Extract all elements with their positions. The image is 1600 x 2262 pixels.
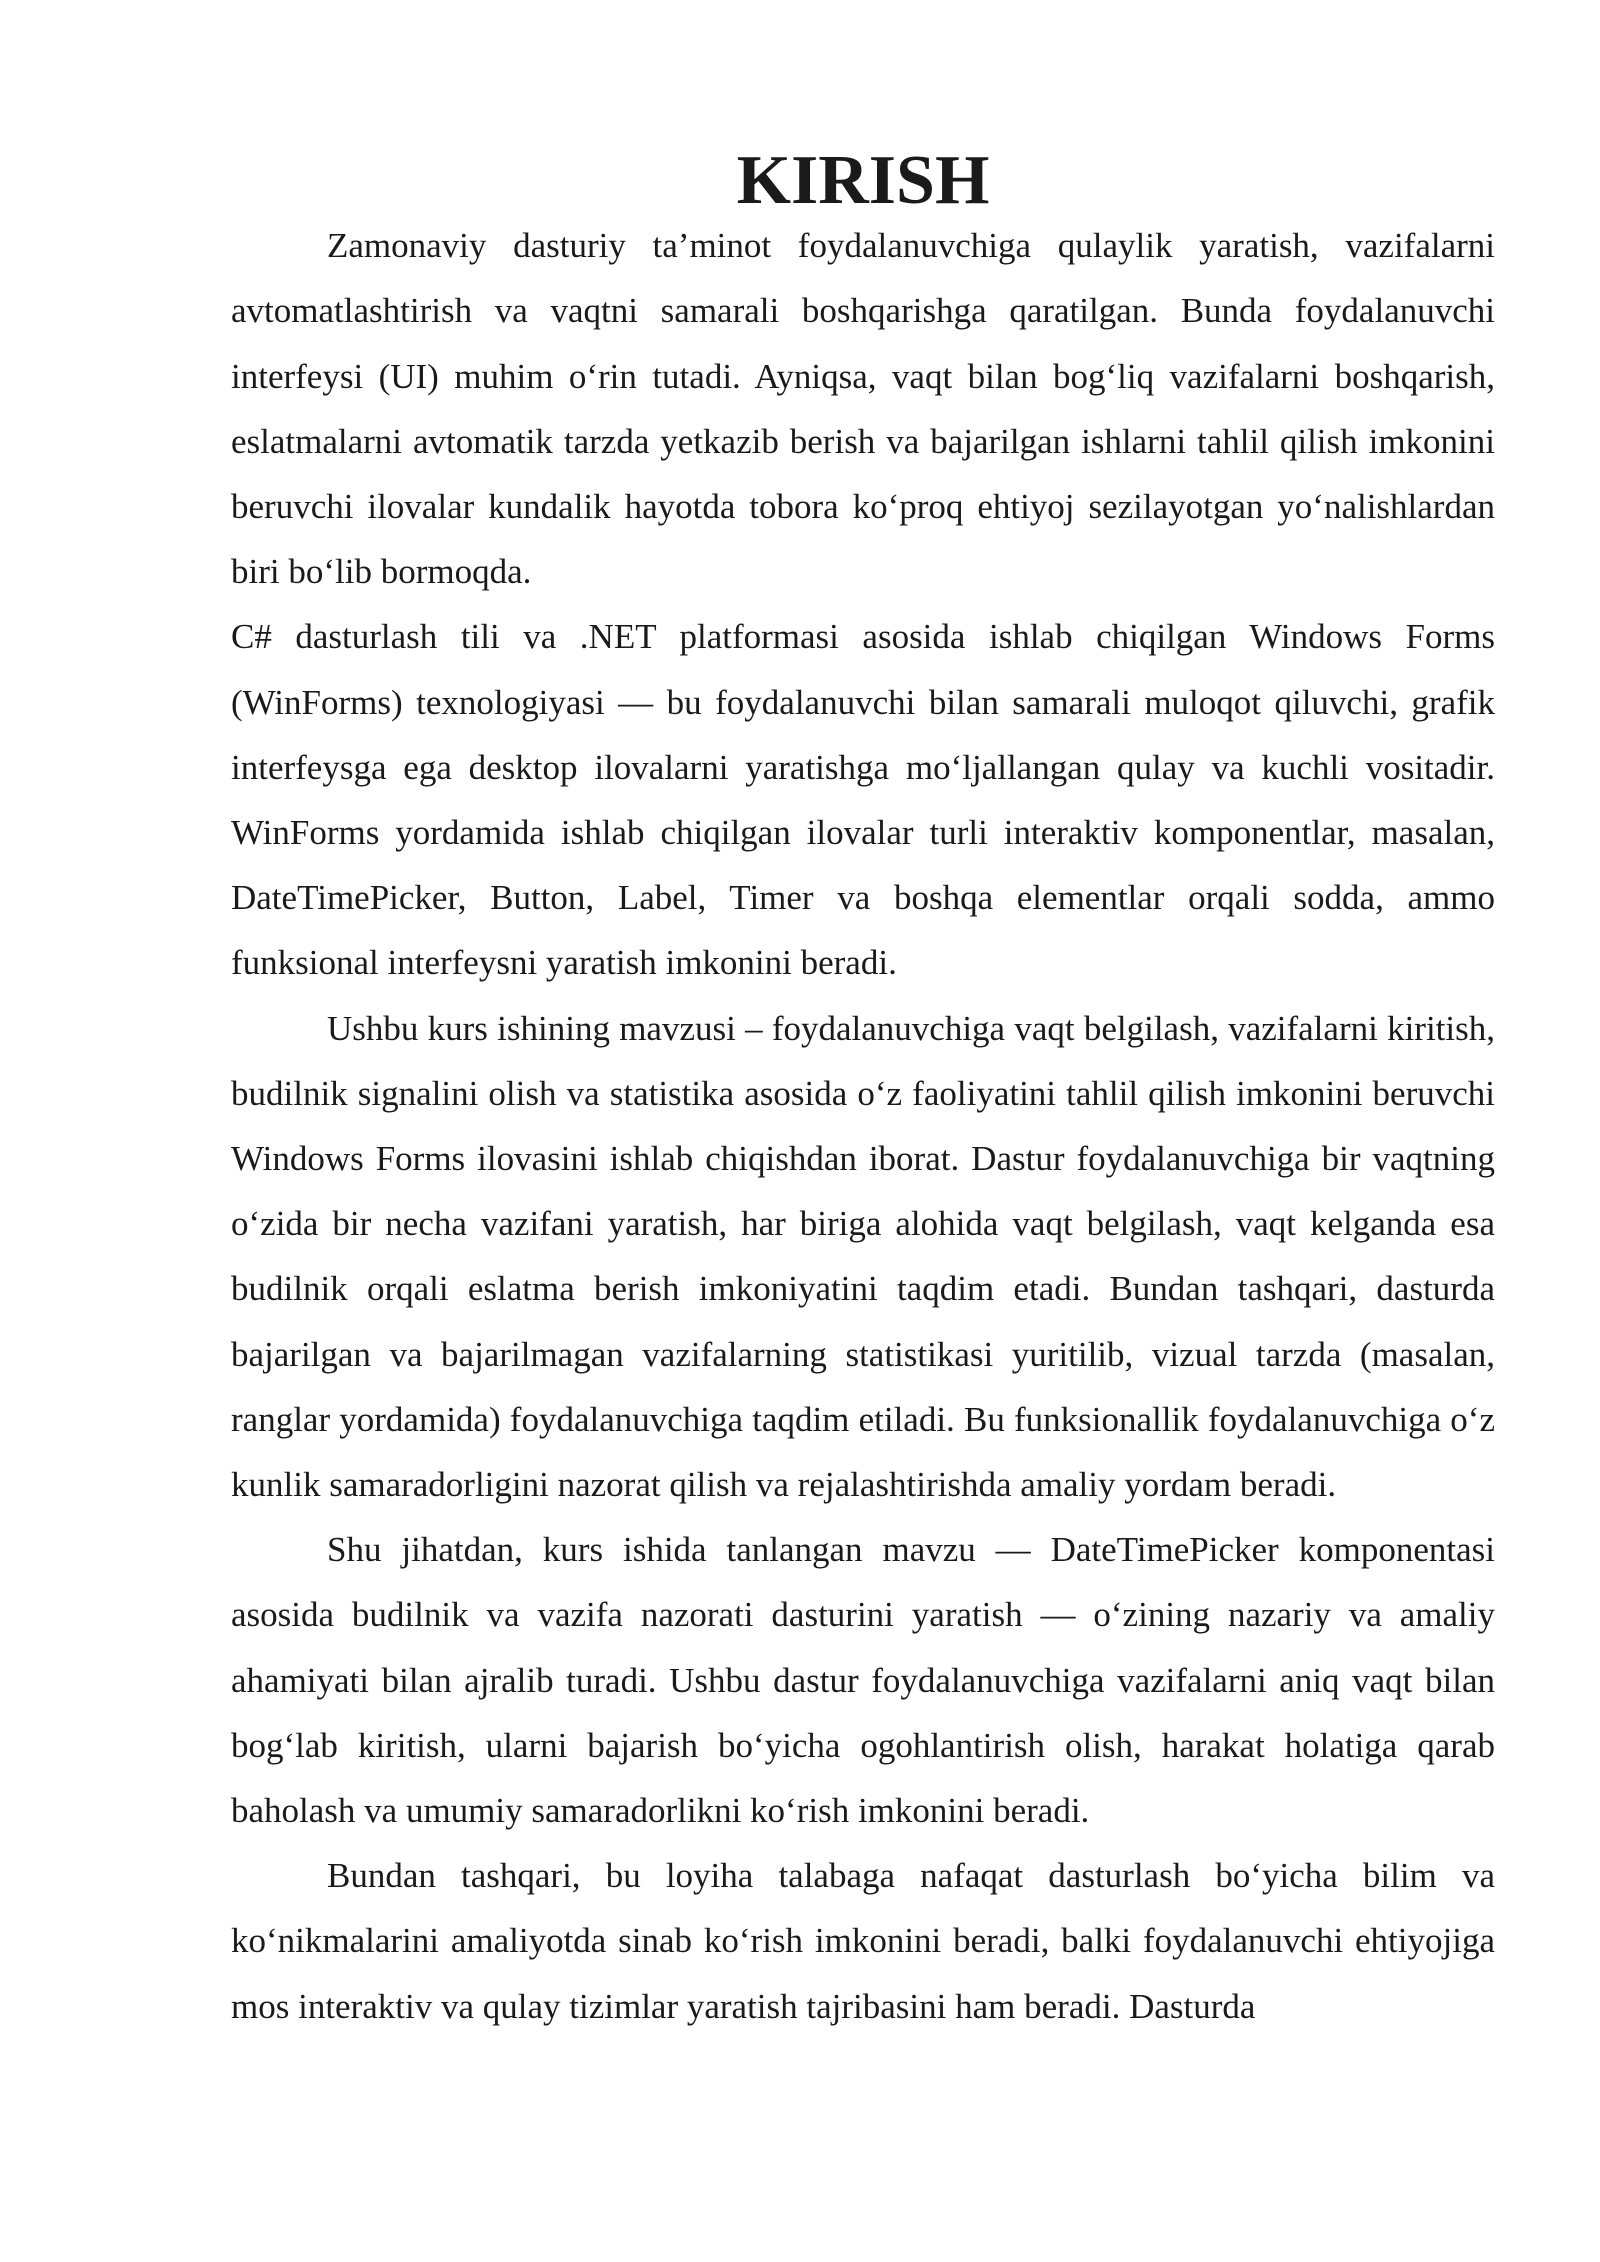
document-body bbox=[231, 142, 1495, 2039]
paragraph-5: Bundan tashqari, bu loyiha talabaga nafaqat dasturlash bo‘yicha bilim va ko‘nikmalarini amaliyotda sinab ko‘rish imkonini beradi, balki foydalanuvchi ehtiyojiga mos interaktiv va qulay tizimlar yaratish tajribasini ham beradi. Dasturda bbox=[231, 1856, 1495, 2026]
paragraph-2: C# dasturlash tili va .NET platformasi asosida ishlab chiqilgan Windows Forms (WinForms) texnologiyasi — bu foydalanuvchi bilan samarali muloqot qiluvchi, grafik interfeysga ega desktop ilovalarni yaratishga mo‘ljallangan qulay va kuchli vositadir. WinForms yordamida ishlab chiqilgan ilovalar turli interaktiv komponentlar, masalan, DateTimePicker, Button, Label, Timer va boshqa elementlar orqali sodda, ammo funksional interfeysni yaratish imkonini beradi. bbox=[231, 617, 1495, 983]
paragraph-1: Zamonaviy dasturiy ta’minot foydalanuvchiga qulaylik yaratish, vazifalarni avtomatlashtirish va vaqtni samarali boshqarishga qaratilgan. Bunda foydalanuvchi interfeysi (UI) muhim o‘rin tutadi. Ayniqsa, vaqt bilan bog‘liq vazifalarni boshqarish, eslatmalarni avtomatik tarzda yetkazib berish va bajarilgan ishlarni tahlil qilish imkonini beruvchi ilovalar kundalik hayotda tobora ko‘proq ehtiyoj sezilayotgan yo‘nalishlardan biri bo‘lib bormoqda. bbox=[231, 226, 1495, 592]
paragraph-4: Shu jihatdan, kurs ishida tanlangan mavzu — DateTimePicker komponentasi asosida budilnik va vazifa nazorati dasturini yaratish — o‘zining nazariy va amaliy ahamiyati bilan ajralib turadi. Ushbu dastur foydalanuvchiga vazifalarni aniq vaqt bilan bog‘lab kiritish, ularni bajarish bo‘yicha ogohlantirish olish, harakat holatiga qarab baholash va umumiy samaradorlikni ko‘rish imkonini beradi. bbox=[231, 1530, 1495, 1831]
page-title: KIRISH bbox=[736, 142, 990, 219]
paragraph-3: Ushbu kurs ishining mavzusi – foydalanuvchiga vaqt belgilash, vazifalarni kiritish, budilnik signalini olish va statistika asosida o‘z faoliyatini tahlil qilish imkonini beruvchi Windows Forms ilovasini ishlab chiqishdan iborat. Dastur foydalanuvchiga bir vaqtning o‘zida bir necha vazifani yaratish, har biriga alohida vaqt belgilash, vaqt kelganda esa budilnik orqali eslatma berish imkoniyatini taqdim etadi. Bundan tashqari, dasturda bajarilgan va bajarilmagan vazifalarning statistikasi yuritilib, vizual tarzda (masalan, ranglar yordamida) foydalanuvchiga taqdim etiladi. Bu funksionallik foydalanuvchiga o‘z kunlik samaradorligini nazorat qilish va rejalashtirishda amaliy yordam beradi. bbox=[231, 1008, 1495, 1505]
